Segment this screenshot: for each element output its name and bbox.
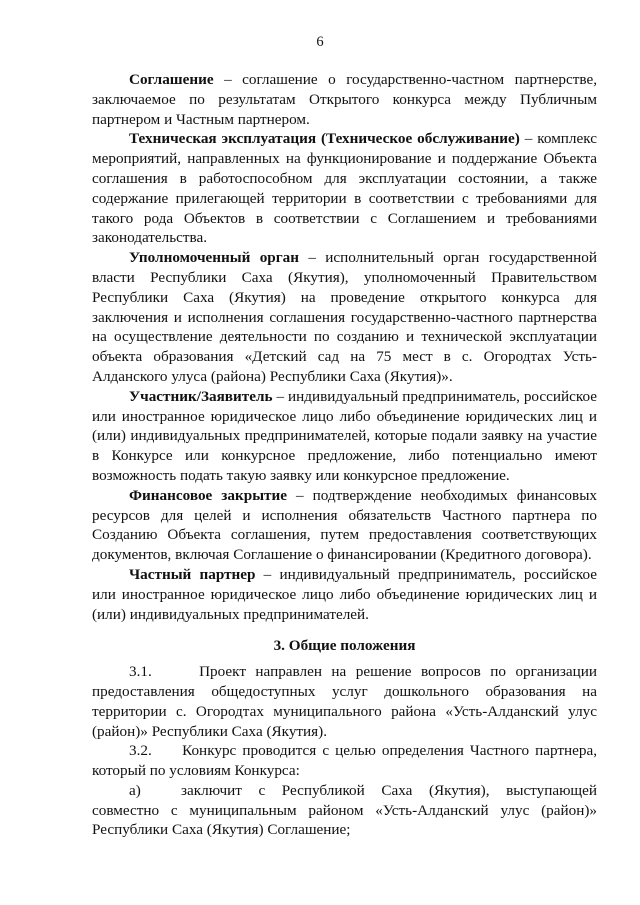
definition-text: – комплекс мероприятий, направленных на функционирование и поддержание Объекта соглашения в работоспособном для эксплуатации состоянии, а также содержание прилегающей территории в соответствии с требованиями для такого рода Объектов в соответствии с Соглашением и требованиями законодательства. <box>92 130 597 247</box>
definition-paragraph <box>92 565 597 624</box>
definition-paragraph <box>92 70 597 129</box>
definition-paragraph <box>92 387 597 486</box>
document-body <box>92 70 597 840</box>
subclause-text: заключит с Республикой Саха (Якутия), выступающей совместно с муниципальным районом «Усть-Алданский улус (район)» Республики Саха (Якутия) Соглашение; <box>92 781 597 839</box>
definition-text: – соглашение о государственно-частном партнерстве, заключаемое по результатам Открытого конкурса между Публичным партнером и Частным партнером. <box>92 71 597 128</box>
definition-term: Частный партнер <box>129 565 256 583</box>
clause-paragraph <box>92 662 597 741</box>
definition-term: Финансовое закрытие <box>129 486 287 504</box>
definition-text: – индивидуальный предприниматель, российское или иностранное юридическое лицо либо объединение юридических лиц и (или) индивидуальных предпринимателей, которые подали заявку на участие в Конкурсе или конкурсное предложение, либо потенциально имеют возможность подать такую заявку или конкурсное предложение. <box>92 387 597 484</box>
section-heading: 3. Общие положения <box>273 637 416 655</box>
subclause-paragraph <box>92 781 597 840</box>
definition-paragraph <box>92 129 597 248</box>
definition-text: – подтверждение необходимых финансовых ресурсов для целей и исполнения обязательств Частного партнера по Созданию Объекта соглашения, путем предоставления соответствующих документов, включая Соглашение о финансировании (Кредитного договора). <box>92 486 597 564</box>
definition-text: – исполнительный орган государственной власти Республики Саха (Якутия), уполномоченный Правительством Республики Саха (Якутия) на проведение открытого конкурса для заключения и исполнения соглашения государственно-частного партнерства на осуществление деятельности по созданию и технической эксплуатации объекта образования «Детский сад на 75 мест в с. Огородтах Усть-Алданского улуса (района) Республики Саха (Якутия)». <box>92 249 597 385</box>
clause-number: 3.1. <box>129 663 152 681</box>
clause-text: Конкурс проводится с целью определения Частного партнера, который по условиям Конкурса: <box>92 742 597 780</box>
clause-text: Проект направлен на решение вопросов по организации предоставления общедоступных услуг дошкольного образования на территории с. Огородтах муниципального района «Усть-Алданский улус (район)» Республики Саха (Якутия). <box>92 663 597 740</box>
definition-text: – индивидуальный предприниматель, российское или иностранное юридическое лицо либо объединение юридических лиц и (или) индивидуальных предпринимателей. <box>92 565 597 623</box>
clause-paragraph <box>92 741 597 781</box>
definition-paragraph <box>92 248 597 387</box>
definition-term: Техническая эксплуатация (Техническое обслуживание) <box>129 130 520 148</box>
definition-term: Участник/Заявитель <box>129 387 273 405</box>
clause-number: 3.2. <box>129 742 152 760</box>
page-number: 6 <box>316 34 324 50</box>
definition-term: Уполномоченный орган <box>129 249 299 267</box>
definition-term: Соглашение <box>129 71 214 88</box>
definition-paragraph <box>92 486 597 565</box>
subclause-label: а) <box>129 781 141 799</box>
